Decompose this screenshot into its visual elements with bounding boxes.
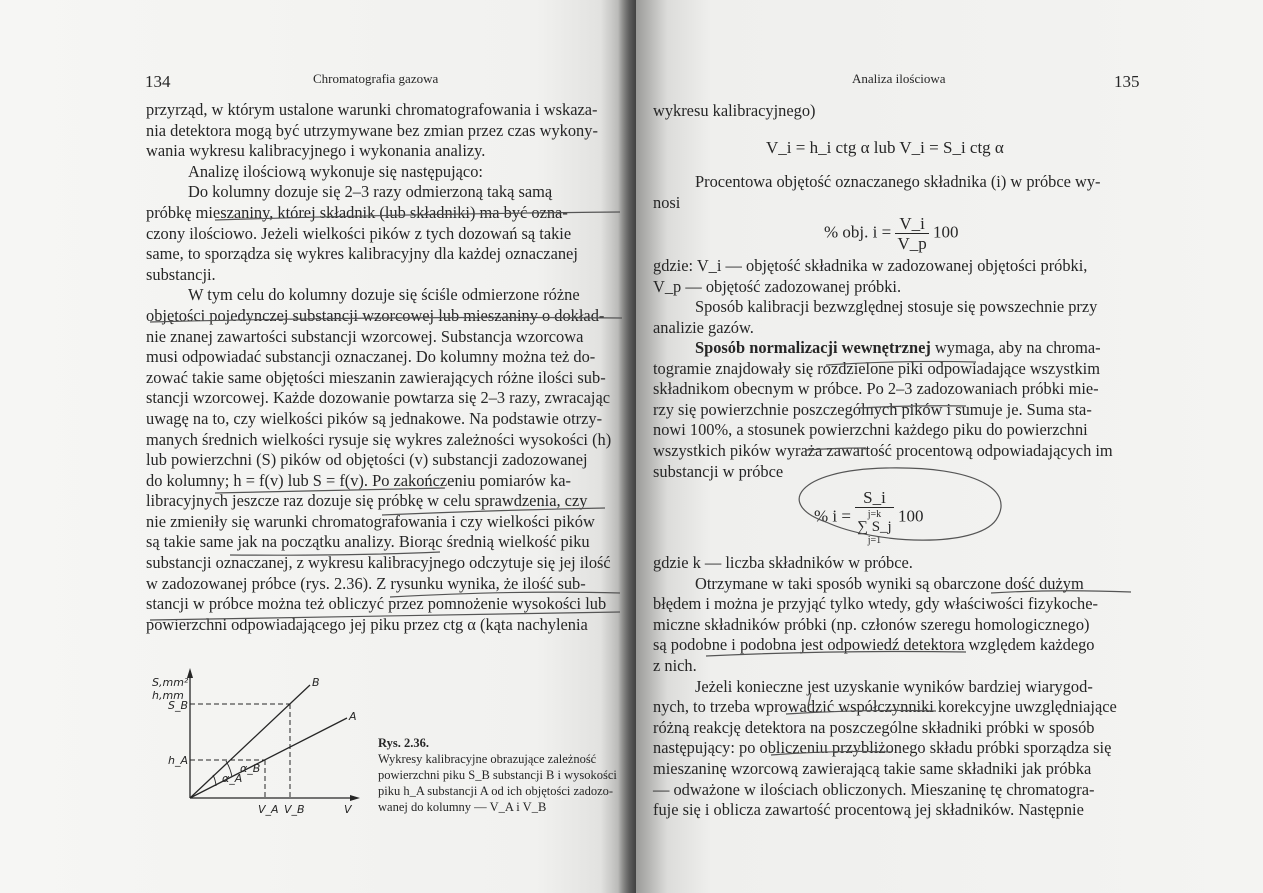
- sum-symbol: ∑ S_j: [857, 519, 892, 535]
- text-line: W tym celu do kolumny dozuje się ściśle odmierzone różne: [188, 285, 580, 305]
- text-line: Sposób kalibracji bezwzględnej stosuje się powszechnie przy: [695, 297, 1098, 317]
- text-line: Do kolumny dozuje się 2–3 razy odmierzoną taką samą: [188, 182, 553, 202]
- text-line: zować takie same objętości mieszanin zawierających różne ilości sub-: [146, 367, 606, 387]
- equation-normalization: % i = S_i j=k ∑ S_j j=1 100: [814, 488, 924, 546]
- text-line: nia detektora mogą być utrzymywane bez zmian przez czas wykony-: [146, 120, 598, 140]
- text-line: przyrząd, w którym ustalone warunki chromatografowania i wskaza-: [146, 100, 598, 119]
- text-line: lub powierzchni (S) pików od objętości (v) substancji zadozowanej: [146, 450, 588, 470]
- text-line: Otrzymane w taki sposób wyniki są obarczone dość dużym: [695, 573, 1084, 593]
- text-line: wania wykresu kalibracyjnego i wykonania analizy.: [146, 141, 486, 161]
- text-line: same, to sporządza się wykres kalibracyjny dla każdej oznaczanej: [146, 244, 578, 264]
- right-page: [636, 0, 1263, 893]
- text-line: togramie znajdowały się rozdzielone piki odpowiadające wszystkim: [653, 358, 1100, 378]
- tick-vb: V_B: [284, 803, 305, 816]
- text-line: do kolumny; h = f(v) lub S = f(v). Po zakończeniu pomiarów ka-: [146, 470, 571, 490]
- page-number-left: 134: [145, 72, 171, 91]
- text-line: próbkę mieszaniny, której składnik (lub składniki) ma być ozna-: [146, 202, 568, 222]
- running-header-right: Analiza ilościowa: [852, 71, 946, 86]
- text-line: są podobne i podobna jest odpowiedź detektora względem każdego: [653, 635, 1095, 655]
- eq2-numerator: V_i: [895, 214, 928, 234]
- pencil-marks-right: [636, 0, 1263, 893]
- running-header-left: Chromatografia gazowa: [313, 71, 439, 86]
- text-line: różną reakcję detektora na poszczególne składniki próbki w sposób: [653, 717, 1095, 737]
- text-line: substancji w próbce: [653, 461, 784, 481]
- bold-term: Sposób normalizacji wewnętrznej: [695, 338, 931, 357]
- text-line: V_p — objętość zadozowanej próbki.: [653, 276, 902, 296]
- text-line: substancji.: [146, 264, 216, 284]
- caption-line: powierzchni piku S_B substancji B i wysokości: [378, 768, 617, 782]
- tick-sb: S_B: [168, 699, 189, 712]
- equation-percent-volume: % obj. i = $\frac{V\_i}{V\_p}$ 100: [824, 214, 959, 253]
- text-line: z nich.: [653, 655, 697, 675]
- text-line: następujący: po obliczeniu przybliżonego składu próbki sporządza się: [653, 738, 1112, 758]
- text-line: Analizę ilościową wykonuje się następująco:: [188, 161, 483, 181]
- text-line: miczne składników próbki (np. członów szeregu homologicznego): [653, 614, 1090, 634]
- text-line: analizie gazów.: [653, 317, 754, 337]
- line-continuation: wykresu kalibracyjnego): [653, 101, 816, 120]
- text-line: Procentowa objętość oznaczanego składnika (i) w próbce wy-: [695, 172, 1101, 191]
- eq2-denominator: V_p: [897, 234, 927, 253]
- tick-va: V_A: [258, 803, 279, 816]
- text-line: powierzchni odpowiadającego jej piku przez ctg α (kąta nachylenia: [146, 614, 588, 634]
- text-line: uwagę na to, czy wielkości pików są jednakowe. Na podstawie otrzy-: [146, 408, 603, 428]
- y-label-height: h,mm: [152, 689, 184, 702]
- y-label-area: S,mm²: [152, 676, 189, 689]
- text-line: są takie same jak na początku analizy. Biorąc średnią wielkość piku: [146, 532, 590, 552]
- text-line: gdzie: V_i — objętość składnika w zadozowanej objętości próbki,: [653, 256, 1088, 275]
- text-line: mieszaninę wzorcową zawierającą takie same składniki jak próbka: [653, 758, 1092, 778]
- text-line: Sposób normalizacji wewnętrznej wymaga, aby na chroma-: [695, 338, 1101, 357]
- tick-ha: h_A: [168, 754, 188, 767]
- text-line: libracyjnych jeszcze raz dozuje się próbkę w celu sprawdzenia, czy: [146, 491, 588, 511]
- text-line: Jeżeli konieczne jest uzyskanie wyników bardziej wiarygod-: [695, 676, 1093, 696]
- text-line: musi odpowiadać substancji oznaczanej. Do kolumny można też do-: [146, 347, 596, 367]
- text-line: stancji wzorcowej. Każde dozowanie powtarza się 2–3 razy, zwracając: [146, 388, 611, 408]
- line-b-label: B: [312, 676, 320, 689]
- eq3-numerator: S_i: [855, 488, 893, 508]
- angle-alpha-b: α_B: [240, 762, 261, 775]
- page-number-right: 135: [1114, 72, 1140, 91]
- text-line: w zadozowanej próbce (rys. 2.36). Z rysunku wynika, że ilość sub-: [146, 573, 586, 593]
- text-line: wszystkich pików wyraża zawartość procentową odpowiadających im: [653, 440, 1113, 460]
- text-line: czony ilościowo. Jeżeli wielkości pików z tych dozowań są takie: [146, 223, 572, 243]
- text-line: nie zmieniły się warunki chromatografowania i czy wielkości pików: [146, 511, 595, 531]
- text-line: nosi: [653, 192, 681, 212]
- text-line: objętości pojedynczej substancji wzorcowej lub mieszaniny o dokład-: [146, 305, 605, 325]
- text-line: — odważone w ilościach obliczonych. Mieszaninę tę chromatogra-: [653, 779, 1095, 799]
- text-line: nie znanej zawartości substancji wzorcowej. Substancja wzorcowa: [146, 326, 584, 346]
- text-line: manych średnich wielkości rysuje się wykres zależności wysokości (h): [146, 429, 612, 449]
- text-line: nowi 100%, a stosunek powierzchni każdego piku do powierzchni: [653, 420, 1088, 440]
- angle-alpha-a: α_A: [222, 772, 243, 785]
- caption-title: Rys. 2.36.: [378, 736, 429, 750]
- text-line: rzy się powierzchnie poszczególnych pików i sumuje je. Suma sta-: [653, 399, 1092, 419]
- text-line: błędem i można je przyjąć tylko wtedy, gdy właściwości fizykoche-: [653, 594, 1098, 614]
- x-label-v: V: [344, 803, 352, 816]
- text-line: substancji oznaczanej, z wykresu kalibracyjnego odczytuje się jej ilość: [146, 553, 611, 573]
- line-a-label: A: [349, 710, 357, 723]
- text-line: nych, to trzeba wprowadzić współczynniki korekcyjne uwzględniające: [653, 697, 1117, 717]
- caption-line: wanej do kolumny — V_A i V_B: [378, 800, 547, 814]
- text-line: fuje się i oblicza zawartość procentową jej składników. Następnie: [653, 800, 1084, 820]
- equation-volume: V_i = h_i ctg α lub V_i = S_i ctg α: [766, 138, 1004, 157]
- caption-line: piku h_A substancji A od ich objętości zadozo-: [378, 784, 614, 798]
- text-line: stancji w próbce można też obliczyć przez pomnożenie wysokości lub: [146, 594, 607, 614]
- text-line: gdzie k — liczba składników w próbce.: [653, 553, 913, 572]
- caption-line: Wykresy kalibracyjne obrazujące zależność: [378, 752, 597, 766]
- text-line: składnikom obecnym w próbce. Po 2–3 zadozowaniach próbki mie-: [653, 379, 1099, 399]
